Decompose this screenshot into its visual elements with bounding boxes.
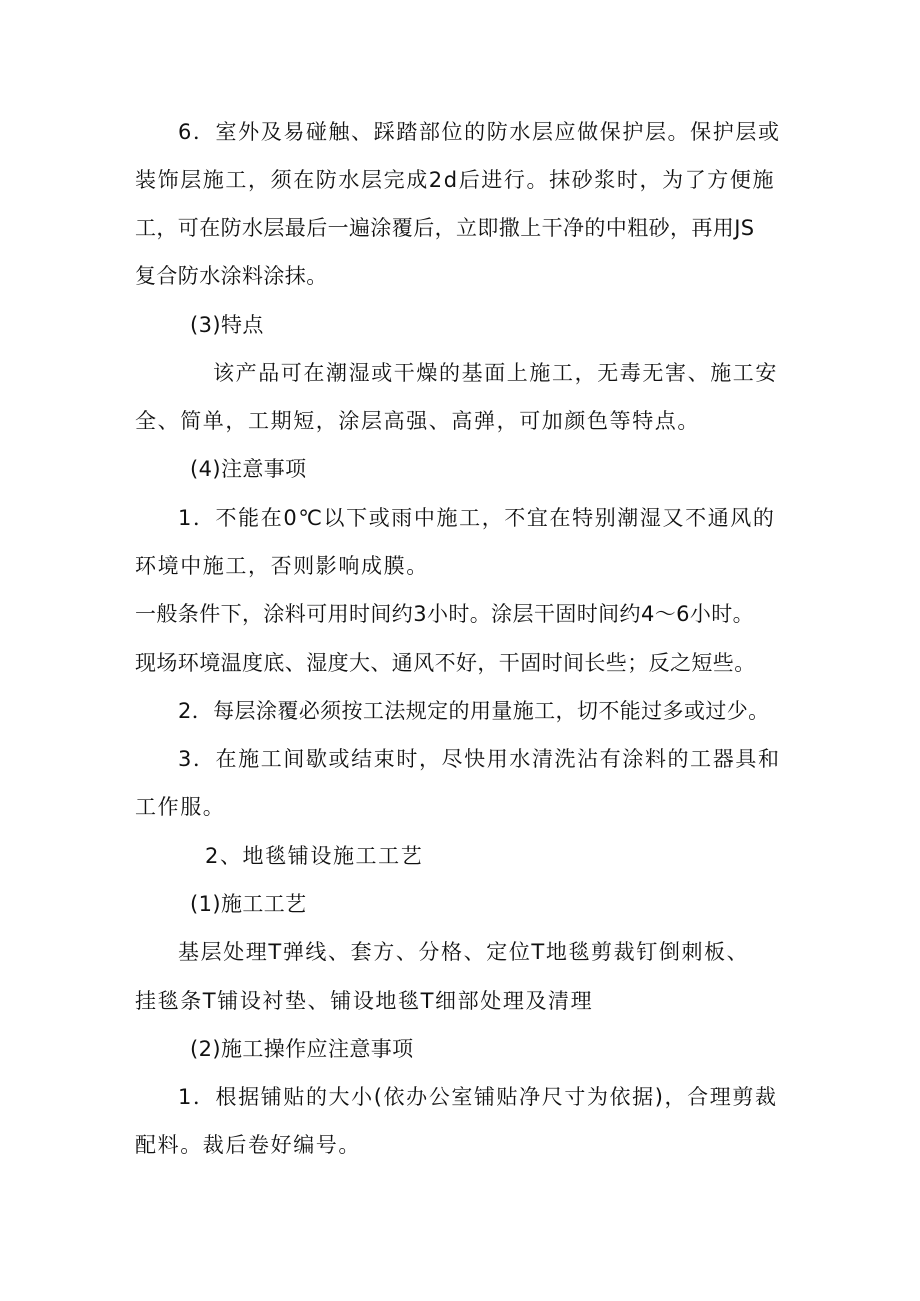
section-heading: 2、地毯铺设施工工艺 (205, 844, 424, 868)
paragraph-line: 工，可在防水层最后一遍涂覆后，立即撒上干净的中粗砂，再用JS (135, 216, 755, 240)
paragraph-line: 一般条件下，涂料可用时间约3小时。涂层干固时间约4〜6小时。 (135, 602, 755, 626)
paragraph-line: 配料。裁后卷好编号。 (135, 1133, 361, 1157)
paragraph-line: 1．根据铺贴的大小(依办公室铺贴净尺寸为依据)，合理剪裁 (178, 1085, 778, 1109)
paragraph-line: 环境中施工，否则影响成膜。 (135, 554, 429, 578)
section-heading: (2)施工操作应注意事项 (190, 1037, 414, 1061)
paragraph-line: 该产品可在潮湿或干燥的基面上施工，无毒无害、施工安 (213, 361, 778, 385)
section-heading: (4)注意事项 (190, 457, 307, 481)
paragraph-line: 现场环境温度底、湿度大、通风不好，干固时间长些；反之短些。 (135, 651, 756, 675)
paragraph-line: 1．不能在0℃以下或雨中施工，不宜在特别潮湿又不通风的 (178, 506, 776, 530)
paragraph-line: 全、简单，工期短，涂层高强、高弹，可加颜色等特点。 (135, 409, 700, 433)
paragraph-line: 挂毯条T铺设衬垫、铺设地毯T细部处理及清理 (135, 989, 594, 1013)
paragraph-line: 3．在施工间歇或结束时，尽快用水清洗沾有涂料的工器具和 (178, 747, 781, 771)
section-heading: (3)特点 (190, 313, 264, 337)
paragraph-line: 复合防水涂料涂抹。 (135, 264, 328, 288)
paragraph-line: 基层处理T弹线、套方、分格、定位T地毯剪裁钉倒刺板、 (178, 940, 750, 964)
section-heading: (1)施工工艺 (190, 892, 307, 916)
paragraph-line: 6．室外及易碰触、踩踏部位的防水层应做保护层。保护层或 (178, 120, 781, 144)
paragraph-line: 装饰层施工，须在防水层完成2d后进行。抹砂浆时，为了方便施 (135, 168, 776, 192)
paragraph-line: 工作服。 (135, 795, 226, 819)
paragraph-line: 2．每层涂覆必须按工法规定的用量施工，切不能过多或过少。 (178, 699, 770, 723)
